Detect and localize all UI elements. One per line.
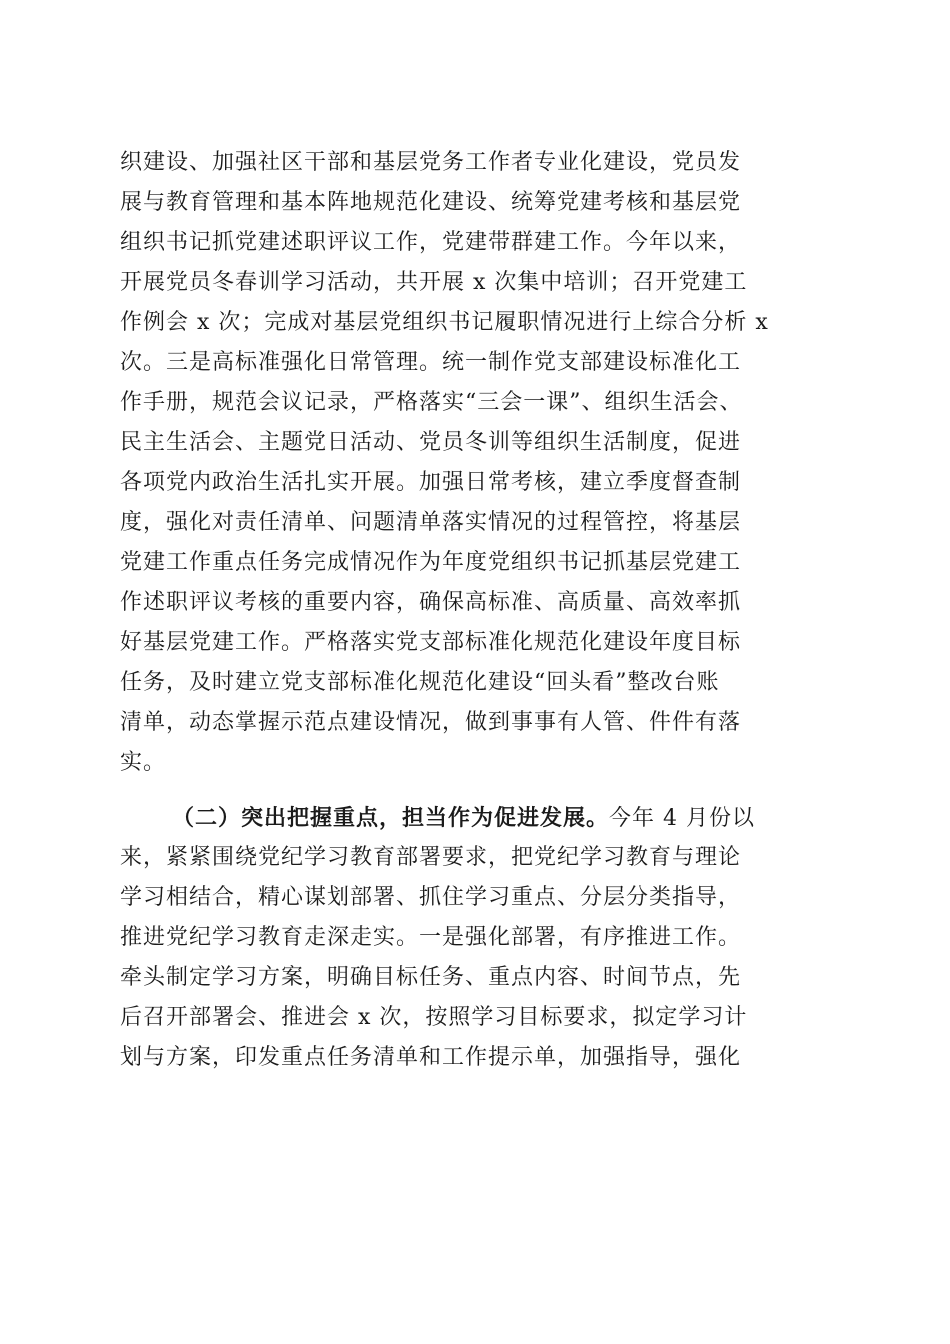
section-heading: （二）突出把握重点，担当作为促进发展。: [172, 805, 610, 831]
body-line: 度，强化对责任清单、问题清单落实情况的过程管控，将基层: [120, 510, 742, 535]
section-line: 推进党纪学习教育走深走实。一是强化部署，有序推进工作。: [120, 925, 742, 950]
section-first-line-rest: 今年 4 月份以: [609, 806, 755, 831]
section-line: 牵头制定学习方案，明确目标任务、重点内容、时间节点，先: [120, 965, 742, 990]
document-body: [120, 143, 832, 1078]
body-line: 好基层党建工作。严格落实党支部标准化规范化建设年度目标: [120, 630, 742, 655]
body-line: 民主生活会、主题党日活动、党员冬训等组织生活制度，促进: [120, 430, 742, 455]
body-line: 任务，及时建立党支部标准化规范化建设“回头看”整改台账: [120, 670, 720, 695]
body-line: 各项党内政治生活扎实开展。加强日常考核，建立季度督查制: [120, 470, 742, 495]
section-line: 后召开部署会、推进会 x 次，按照学习目标要求，拟定学习计: [120, 1005, 748, 1030]
body-line: 开展党员冬春训学习活动，共开展 x 次集中培训；召开党建工: [120, 270, 748, 295]
body-line: 组织书记抓党建述职评议工作，党建带群建工作。今年以来，: [120, 230, 742, 255]
body-line: 织建设、加强社区干部和基层党务工作者专业化建设，党员发: [120, 150, 742, 175]
body-line: 次。三是高标准强化日常管理。统一制作党支部建设标准化工: [120, 350, 742, 375]
section-line: 来，紧紧围绕党纪学习教育部署要求，把党纪学习教育与理论: [120, 845, 742, 870]
section-line: 学习相结合，精心谋划部署、抓住学习重点、分层分类指导，: [120, 885, 742, 910]
body-line: 作例会 x 次；完成对基层党组织书记履职情况进行上综合分析 x: [120, 310, 769, 335]
body-line: 作述职评议考核的重要内容，确保高标准、高质量、高效率抓: [120, 590, 742, 615]
body-line: 党建工作重点任务完成情况作为年度党组织书记抓基层党建工: [120, 550, 742, 575]
section-line: 划与方案，印发重点任务清单和工作提示单，加强指导，强化: [120, 1045, 742, 1070]
body-line: 实。: [120, 750, 167, 775]
section-first-line: [120, 798, 832, 838]
body-line: 作手册，规范会议记录，严格落实“三会一课”、组织生活会、: [120, 390, 743, 415]
body-line: 清单，动态掌握示范点建设情况，做到事事有人管、件件有落: [120, 710, 742, 735]
body-line: 展与教育管理和基本阵地规范化建设、统筹党建考核和基层党: [120, 190, 742, 215]
